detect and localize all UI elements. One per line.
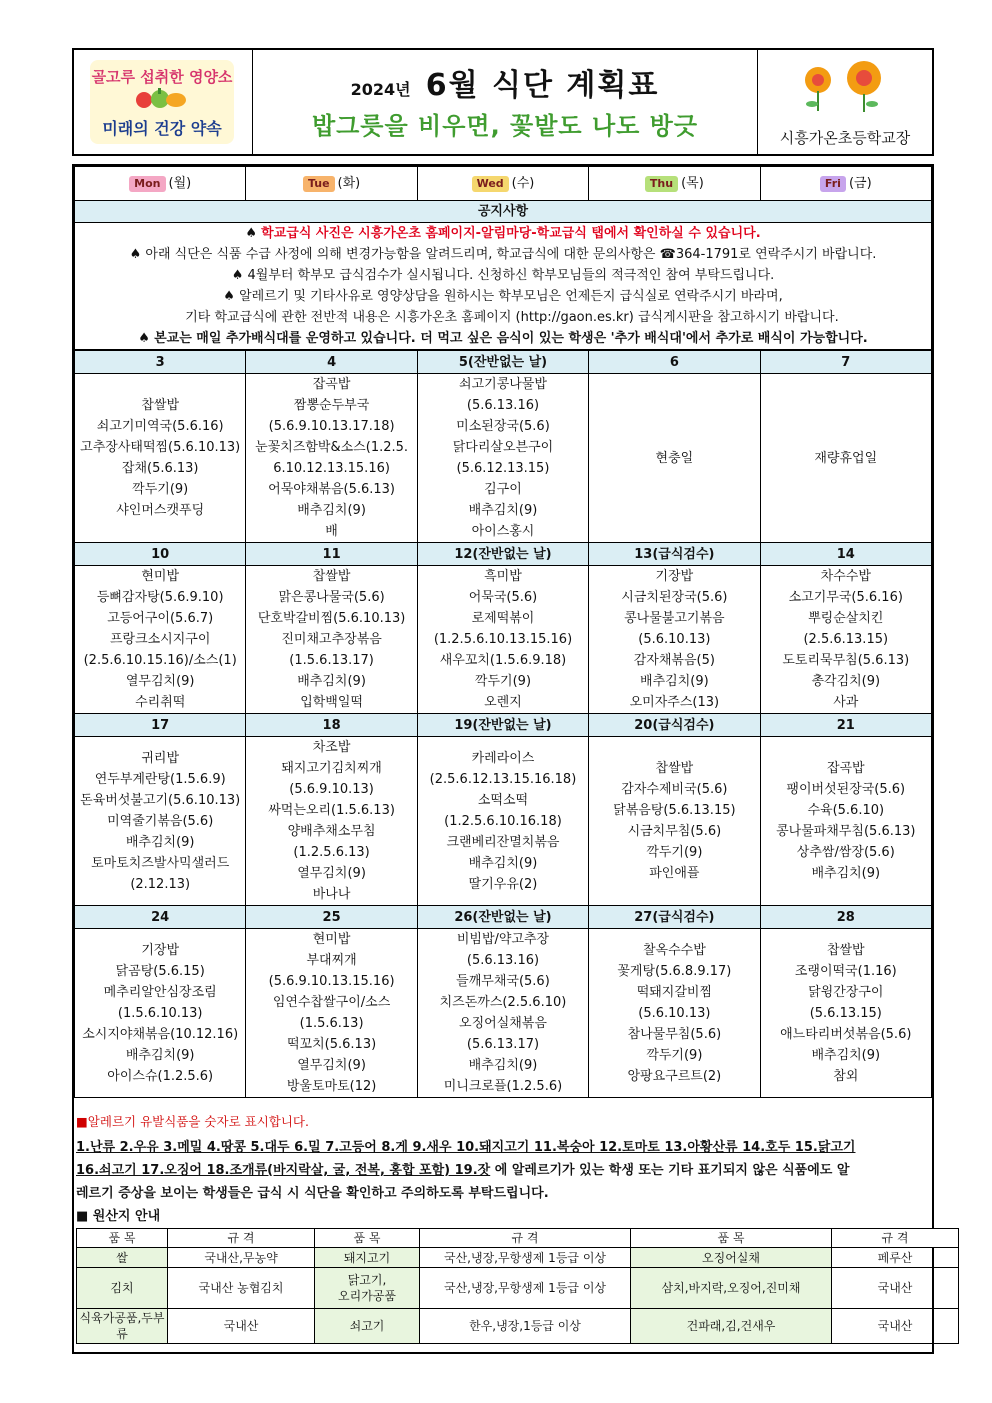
menu-item: 닭다리살오븐구이 [452,440,554,455]
menu-item: 수리취떡 [135,695,186,710]
menu-item: (2.5.6.10.15.16)/소스(1) [83,653,237,668]
menu-item: 감자채볶음(5) [633,653,715,668]
date-cell: 19(잔반없는 날) [417,714,588,737]
menu-item: 배 [325,524,338,539]
menu-item: 총각김치(9) [811,674,881,689]
menu-item: (5.6.13.16) [466,398,540,413]
menu-cell [589,929,760,1098]
menu-item: 차수수밥 [820,569,871,584]
origin-spec: 국내산,무농약 [168,1248,315,1268]
origin-spec: 국산,냉장,무항생제 1등급 이상 [420,1268,631,1309]
menu-item: 기장밥 [141,942,180,958]
menu-item: (1.5.6.10.13) [117,1005,203,1021]
menu-cell [417,566,588,714]
notice-line: ♠ 4월부터 학부모 급식검수가 실시됩니다. 신청하신 학부모님들의 적극적인 참여 부탁드립니다. [231,268,775,283]
origin-spec: 국내산 [832,1268,959,1309]
origin-header-cell: 품 목 [77,1229,168,1248]
menu-item: 어묵국(5.6) [468,590,538,605]
notice-body [75,223,932,350]
notice-line [75,307,931,328]
menu-item: 떡돼지갈비찜 [636,984,713,1000]
date-cell: 20(급식검수) [589,714,760,737]
origin-item: 쌀 [77,1248,168,1268]
menu-item: 메추리알안심장조림 [103,984,217,1000]
menu-cell [417,374,588,543]
origin-header-cell: 규 격 [168,1229,315,1248]
menu-item: (5.6.13.15) [809,1005,882,1021]
notice-line: ♠ 학교급식 사진은 시흥가온초 홈페이지-알림마당-학교급식 탭에서 확인하실 수 있습니다. [245,226,761,241]
origin-header-row [77,1229,959,1248]
menu-item: (5.6.9.10.13) [289,782,374,797]
menu-item: 들깨무채국(5.6) [456,974,550,989]
day-header-thu [589,167,760,201]
menu-item: (1.5.6.13) [299,1016,364,1031]
vegetables-icon [134,86,190,112]
menu-item: 꽃게탕(5.6.8.9.17) [617,963,732,979]
menu-item: 소고기무국(5.6.16) [788,590,903,605]
origin-spec: 국내산 [832,1309,959,1344]
menu-cell [589,374,760,543]
date-cell: 3 [75,351,246,374]
menu-item: 미역줄기볶음(5.6) [107,813,214,829]
footer [76,1112,932,1344]
menu-row [75,374,932,543]
origin-title: ■ 원산지 안내 [76,1209,161,1224]
day-tag: Mon [129,176,165,192]
menu-item: 방울토마토(12) [286,1079,377,1094]
origin-row [77,1268,959,1309]
date-cell: 12(잔반없는 날) [417,543,588,566]
menu-item: 찰옥수수밥 [642,942,706,958]
date-row [75,543,932,566]
menu-item: 등뼈감자탕(5.6.9.10) [96,590,224,605]
origin-header-cell: 규 격 [832,1229,959,1248]
menu-item: 어묵야채볶음(5.6.13) [268,482,395,497]
menu-item: 현미밥 [312,932,351,947]
allergy-title: ■알레르기 유발식품을 숫자로 표시합니다. [76,1114,309,1129]
menu-item: 찹쌀밥 [826,942,865,958]
menu-item: 배추김치(9) [297,674,366,689]
day-header-mon [75,167,246,201]
menu-item: 딸기우유(2) [468,876,538,892]
day-header-wed [417,167,588,201]
date-row [75,714,932,737]
allergy-list-line2: 16.쇠고기 17.오징어 18.조개류(바지락살, 굴, 전복, 홍합 포함) 19.잣 [76,1163,491,1178]
menu-item: 고추장사태떡찜(5.6.10.13) [80,440,241,455]
menu-item: 잡곡밥 [312,377,351,392]
menu-item: 깍두기(9) [646,845,703,860]
title-year: 2024년 [350,80,411,99]
menu-item: (5.6.12.13.15) [456,461,550,476]
menu-item: 사과 [833,695,859,710]
menu-item: 열무김치(9) [297,1058,366,1073]
menu-item: 돼지고기김치찌개 [281,761,382,776]
notice-line-text: 기타 학교급식에 관한 전반적 내용은 시흥가온초 홈페이지 (http://gaon.es.kr) 급식게시판을 참고하시기 바랍니다. [185,310,839,325]
menu-row [75,566,932,714]
menu-item: (5.6.13.17) [466,1037,540,1052]
date-cell: 4 [246,351,417,374]
origin-item: 김치 [77,1268,168,1309]
notice-title-row [75,201,932,223]
date-cell: 13(급식검수) [589,543,760,566]
menu-item: 로제떡볶이 [471,611,535,626]
origin-spec: 국내산 농협김치 [168,1268,315,1309]
menu-cell [75,737,246,906]
origin-spec: 페루산 [832,1248,959,1268]
notice-line-text: 본교는 매일 추가배식대를 운영하고 있습니다. 더 먹고 싶은 음식이 있는 학생은 '추가 배식대'에서 추가로 배식이 가능합니다. [154,331,868,346]
origin-table [76,1228,959,1344]
menu-item: 오징어실채볶음 [459,1016,547,1031]
menu-item: 닭곰탕(5.6.15) [115,963,205,979]
menu-item: 프랑크소시지구이 [109,632,211,647]
menu-item: (5.6.10.13) [638,1005,711,1021]
menu-item: 김구이 [484,482,522,497]
menu-item: 쇠고기콩나물밥 [459,377,547,392]
header [72,48,934,156]
date-cell: 25 [246,906,417,929]
logo-slogan-bottom: 미래의 건강 약속 [102,119,222,138]
menu-item: 싸먹는오리(1.5.6.13) [268,803,395,818]
origin-item: 오징어실채 [631,1248,832,1268]
menu-item: 열무김치(9) [297,866,366,881]
origin-item: 건파래,김,건새우 [631,1309,832,1344]
menu-item: (1.5.6.13.17) [289,653,374,668]
menu-cell [246,737,417,906]
menu-cell [246,929,417,1098]
menu-item: 아이스슈(1.2.5.6) [107,1068,214,1084]
date-cell: 5(잔반없는 날) [417,351,588,374]
slogan: 밥그릇을 비우면, 꽃밭도 나도 방긋 [311,112,699,140]
menu-item: 잡채(5.6.13) [121,461,199,476]
allergy-list-line2-tail: 에 알레르기가 있는 학생 또는 기타 표기되지 않은 식품에도 알 [490,1163,850,1178]
menu-item: 미니크로플(1.2.5.6) [443,1079,563,1094]
date-cell: 17 [75,714,246,737]
menu-item: 깍두기(9) [646,1047,703,1063]
menu-item: 고등어구이(5.6.7) [107,611,214,626]
menu-item: 양배추채소무침 [287,824,376,839]
menu-item: 열무김치(9) [125,674,195,689]
origin-spec: 국내산 [168,1309,315,1344]
menu-item: 배추김치(9) [125,834,195,850]
menu-item: 배추김치(9) [468,1058,538,1073]
menu-item: 수육(5.6.10) [807,803,885,818]
menu-cell [417,929,588,1098]
origin-spec: 국산,냉장,무항생제 1등급 이상 [420,1248,631,1268]
menu-item: (5.6.10.13) [638,632,711,647]
day-header-tue [246,167,417,201]
menu-item: 소떡소떡 [477,792,529,808]
notice-line-text: 학교급식 사진은 시흥가온초 홈페이지-알림마당-학교급식 탭에서 확인하실 수 있습니다. [261,226,761,241]
notice-line: ♠ 아래 식단은 식품 수급 사정에 의해 변경가능함을 알려드리며, 학교급식에 대한 문의사항은 ☎364-1791로 연락주시기 바랍니다. [129,247,877,262]
origin-row [77,1309,959,1344]
menu-item: 참나물무침(5.6) [627,1026,722,1042]
holiday-label: 현충일 [655,450,694,466]
menu-item: 연두부계란탕(1.5.6.9) [94,771,226,787]
title-cell [253,50,758,154]
menu-item: 차조밥 [312,740,351,755]
notice-line-text: 4월부터 학부모 급식검수가 실시됩니다. 신청하신 학부모님들의 적극적인 참여 부탁드립니다. [247,268,775,283]
menu-item: (5.6.9.10.13.15.16) [268,974,395,989]
menu-item: (5.6.9.10.13.17.18) [268,419,395,434]
menu-item: 눈꽃치즈함박&소스(1.2.5. [255,440,409,455]
menu-item: 도토리묵무침(5.6.13) [782,653,910,668]
menu-item: 배추김치(9) [468,503,538,518]
menu-cell [246,566,417,714]
menu-item: 크랜베리잔멸치볶음 [446,834,560,850]
date-cell: 27(급식검수) [589,906,760,929]
menu-cell [75,929,246,1098]
menu-item: 부대찌개 [306,953,357,968]
logo-slogan-top: 골고루 섭취한 영양소 [91,68,233,86]
menu-item: 돈육버섯불고기(5.6.10.13) [80,792,241,808]
menu-cell [75,566,246,714]
holiday-label: 재량휴업일 [814,450,878,466]
menu-item: 치즈돈까스(2.5.6.10) [439,995,567,1010]
menu-item: 맑은콩나물국(5.6) [278,590,385,605]
date-cell: 18 [246,714,417,737]
menu-item: (2.5.6.13.15) [803,632,889,647]
date-cell: 6 [589,351,760,374]
day-tag: Fri [820,176,846,192]
menu-item: 깍두기(9) [474,674,532,689]
menu-item: 닭윙간장구이 [808,984,884,1000]
origin-item: 돼지고기 [315,1248,420,1268]
menu-item: 오미자주스(13) [629,695,720,710]
date-cell: 24 [75,906,246,929]
menu-item: 귀리밥 [141,750,180,766]
menu-item: 팽이버섯된장국(5.6) [786,782,906,797]
menu-item: 찹쌀밥 [655,761,694,776]
menu-cell [760,737,931,906]
menu-item: 콩나물불고기볶음 [624,611,725,626]
day-tag: Wed [472,176,509,192]
menu-item: 애느타리버섯볶음(5.6) [780,1026,912,1042]
menu-item: 뿌링순살치킨 [808,611,884,626]
origin-header-cell: 규 격 [420,1229,631,1248]
menu-cell [75,374,246,543]
day-header-fri [760,167,931,201]
menu-item: 감자수제비국(5.6) [621,782,728,797]
menu-item: 흑미밥 [484,569,522,584]
menu-item: (1.2.5.6.13) [293,845,370,860]
menu-item: (1.2.5.6.10.13.15.16) [433,632,573,647]
menu-item: 콩나물파채무침(5.6.13) [776,824,916,839]
menu-cell [760,566,931,714]
menu-item: (2.12.13) [130,876,191,892]
notice-row [75,223,932,350]
menu-item: 진미채고추장볶음 [281,632,382,647]
allergy-list [76,1136,932,1205]
menu-item: 앙팡요구르트(2) [627,1068,722,1084]
date-row [75,351,932,374]
notice-line-text: 알레르기 및 기타사유로 영양상담을 원하시는 학부모님은 언제든지 급식실로 연락주시기 바라며, [239,289,783,304]
menu-cell [589,566,760,714]
menu-item: 상추쌈/쌈장(5.6) [796,845,895,860]
menu-item: (2.5.6.12.13.15.16.18) [429,771,577,787]
menu-item: 소시지야채볶음(10.12.16) [82,1026,239,1042]
origin-row [77,1248,959,1268]
date-cell: 10 [75,543,246,566]
origin-item: 식육가공품,두부류 [77,1309,168,1344]
menu-item: 아이스홍시 [471,524,535,539]
menu-item: 입학백일떡 [300,695,363,710]
menu-cell [760,929,931,1098]
menu-cell [246,374,417,543]
menu-cell [589,737,760,906]
menu-item: 참외 [833,1068,859,1084]
nutrition-logo [90,60,234,144]
date-row [75,906,932,929]
menu-item: 파인애플 [649,866,700,881]
origin-item: 쇠고기 [315,1309,420,1344]
origin-item: 닭고기, 오리가공품 [315,1268,420,1309]
menu-item: 임연수찹쌀구이/소스 [272,995,391,1010]
page-title: 6월 식단 계획표 [425,68,660,103]
menu-cell [417,737,588,906]
menu-item: 토마토치즈발사믹샐러드 [91,855,230,871]
menu-item: 샤인머스캣푸딩 [116,503,205,518]
menu-item: 찹쌀밥 [141,398,180,413]
menu-item: (5.6.13.16) [466,953,540,968]
menu-item: 조랭이떡국(1.16) [794,963,897,979]
date-cell: 28 [760,906,931,929]
menu-item: 기장밥 [655,569,694,584]
menu-item: 시금치무침(5.6) [627,824,722,839]
title [253,60,757,104]
date-cell: 14 [760,543,931,566]
menu-row [75,929,932,1098]
menu-item: 깍두기(9) [132,482,189,497]
notice-line-text: 아래 식단은 식품 수급 사정에 의해 변경가능함을 알려드리며, 학교급식에 대한 문의사항은 ☎364-1791로 연락주시기 바랍니다. [145,247,877,262]
origin-spec: 한우,냉장,1등급 이상 [420,1309,631,1344]
origin-header-cell: 품 목 [631,1229,832,1248]
origin-item: 삼치,바지락,오징어,진미채 [631,1268,832,1309]
menu-item: 배추김치(9) [811,1047,881,1063]
day-tag: Tue [303,176,335,192]
day-label: (수) [511,176,535,191]
allergy-list-line1: 1.난류 2.우유 3.메밀 4.땅콩 5.대두 6.밀 7.고등어 8.게 9.새우 10.돼지고기 11.복숭아 12.토마토 13.아황산류 14.호두 15.닭고기 [76,1140,856,1155]
day-label: (화) [337,176,361,191]
menu-item: 배추김치(9) [297,503,366,518]
menu-item: 배추김치(9) [125,1047,195,1063]
date-cell: 7 [760,351,931,374]
day-label: (금) [848,176,872,191]
menu-item: 찹쌀밥 [312,569,351,584]
menu-item: 비빔밥/약고추장 [456,932,550,947]
menu-item: 잡곡밥 [826,761,865,776]
menu-item: 바나나 [312,887,351,902]
menu-item: 단호박갈비찜(5.6.10.13) [257,611,406,626]
menu-item: 떡꼬치(5.6.13) [287,1037,377,1052]
menu-item: 배추김치(9) [811,866,881,881]
menu-row [75,737,932,906]
day-tag: Thu [645,176,678,192]
menu-item: 오렌지 [484,695,522,710]
menu-item: 새우꼬치(1.5.6.9.18) [439,653,567,668]
menu-item: (1.2.5.6.10.16.18) [444,813,562,829]
flowers-icon [792,58,896,114]
menu-item: 6.10.12.13.15.16) [273,461,390,476]
logo-cell [74,50,253,154]
day-label: (목) [681,176,704,191]
weekly-menu [74,350,932,1098]
origin-header-cell: 품 목 [315,1229,420,1248]
menu-item: 미소된장국(5.6) [456,419,550,434]
allergy-list-line3: 레르기 증상을 보이는 학생들은 급식 시 식단을 확인하고 주의하도록 부탁드립니다. [76,1186,549,1201]
menu-item: 카레라이스 [471,750,535,766]
menu-item: 배추김치(9) [640,674,709,689]
menu-item: 닭볶음탕(5.6.13.15) [613,803,736,818]
date-cell: 11 [246,543,417,566]
notice-line: ♠ 본교는 매일 추가배식대를 운영하고 있습니다. 더 먹고 싶은 음식이 있는 학생은 '추가 배식대'에서 추가로 배식이 가능합니다. [138,331,868,346]
menu-item: 배추김치(9) [468,855,538,871]
menu-table [74,166,932,350]
notice-line: ♠ 알레르기 및 기타사유로 영양상담을 원하시는 학부모님은 언제든지 급식실로 연락주시기 바라며, [223,289,783,304]
menu-item: 현미밥 [141,569,180,584]
menu-item: 시금치된장국(5.6) [621,590,728,605]
menu-item: 짬뽕순두부국 [293,398,370,413]
menu-item: 쇠고기미역국(5.6.16) [96,419,224,434]
day-label: (월) [168,176,192,191]
menu-cell [760,374,931,543]
date-cell: 21 [760,714,931,737]
school-name: 시흥가온초등학교장 [779,129,911,147]
day-header-row [75,167,932,201]
notice-title: 공지사항 [75,201,932,223]
date-cell: 26(잔반없는 날) [417,906,588,929]
school-cell [758,50,932,154]
